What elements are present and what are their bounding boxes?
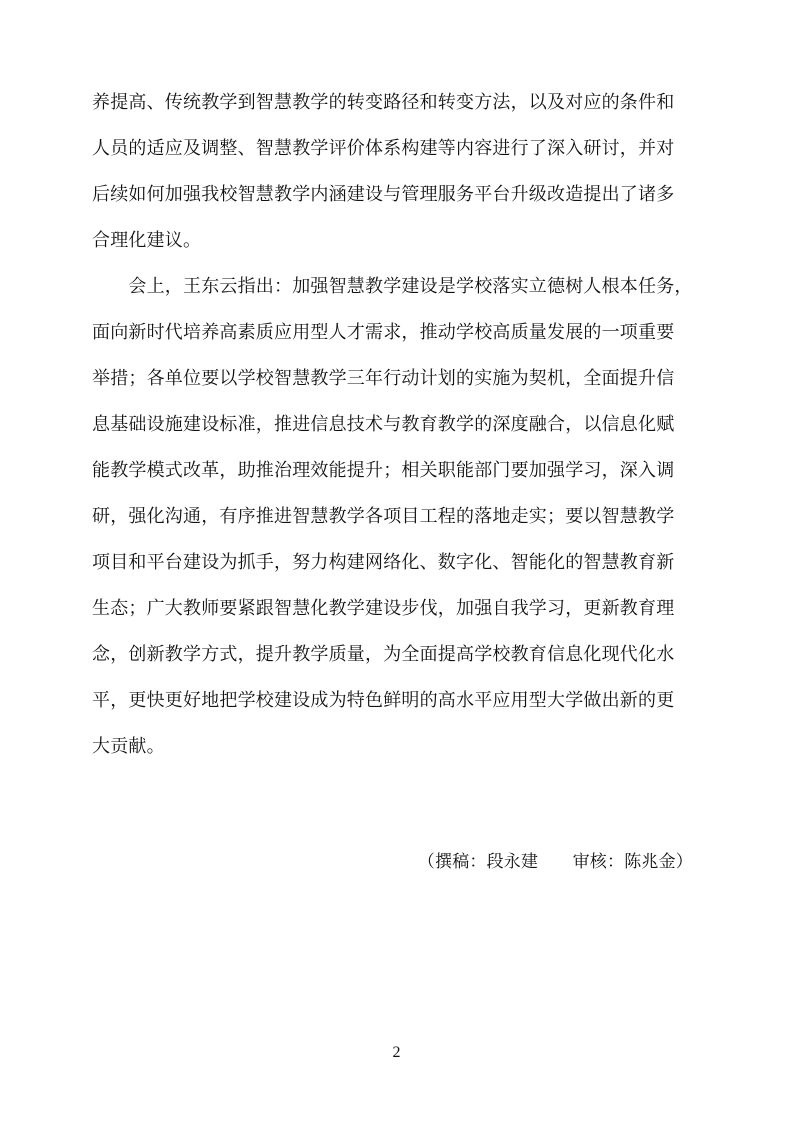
text-line: 项目和平台建设为抓手，努力构建网络化、数字化、智能化的智慧教育新 [92, 552, 675, 573]
paragraph-1 [92, 80, 710, 264]
text-line: 大贡献。 [92, 736, 165, 757]
document-body [92, 80, 710, 770]
text-line: 人员的适应及调整、智慧教学评价体系构建等内容进行了深入研讨，并对 [92, 138, 675, 159]
text-line: 养提高、传统教学到智慧教学的转变路径和转变方法，以及对应的条件和 [92, 92, 675, 113]
text-line: 念，创新教学方式，提升教学质量，为全面提高学校教育信息化现代化水 [92, 644, 675, 665]
author-reviewer-signature: （撰稿：段永建 审核：陈兆金） [417, 852, 693, 872]
text-line: 合理化建议。 [92, 230, 202, 251]
text-line: 平，更快更好地把学校建设成为特色鲜明的高水平应用型大学做出新的更 [92, 690, 675, 711]
page-number: 2 [392, 1044, 401, 1061]
text-line: 息基础设施建设标准，推进信息技术与教育教学的深度融合，以信息化赋 [92, 414, 675, 435]
text-line: 会上，王东云指出：加强智慧教学建设是学校落实立德树人根本任务， [92, 276, 693, 297]
text-line: 研，强化沟通，有序推进智慧教学各项目工程的落地走实；要以智慧教学 [92, 506, 675, 527]
text-line: 生态；广大教师要紧跟智慧化教学建设步伐，加强自我学习，更新教育理 [92, 598, 675, 619]
paragraph-2 [92, 264, 710, 770]
text-line: 举措；各单位要以学校智慧教学三年行动计划的实施为契机，全面提升信 [92, 368, 675, 389]
text-line: 面向新时代培养高素质应用型人才需求，推动学校高质量发展的一项重要 [92, 322, 675, 343]
text-line: 能教学模式改革，助推治理效能提升；相关职能部门要加强学习，深入调 [92, 460, 675, 481]
text-line: 后续如何加强我校智慧教学内涵建设与管理服务平台升级改造提出了诸多 [92, 184, 675, 205]
